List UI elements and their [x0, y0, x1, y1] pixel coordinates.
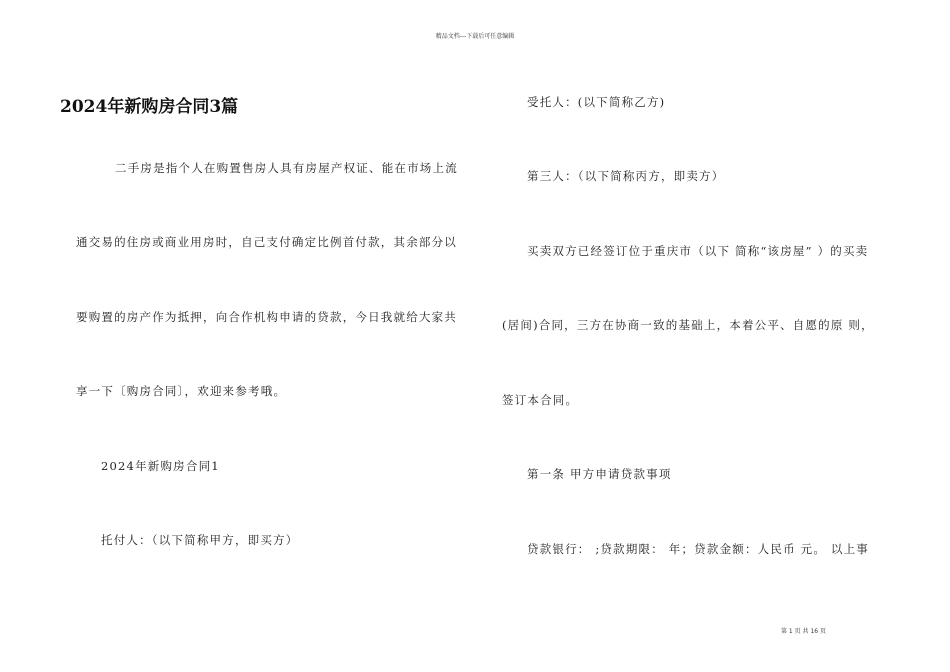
paragraph-line: 托付人：（以下简称甲方，即买方）	[101, 533, 299, 547]
article-heading: 第一条 甲方申请贷款事项	[527, 467, 672, 481]
paragraph-line: 第三人：（以下简称丙方，即卖方）	[527, 169, 725, 183]
paragraph-line: 买卖双方已经签订位于重庆市（以下 简称“该房屋” ）的买卖	[527, 244, 869, 258]
paragraph-line: 签订本合同。	[502, 393, 579, 407]
page-number: 第 1 页 共 16 页	[781, 628, 826, 635]
document-title: 2024年新购房合同3篇	[60, 97, 239, 117]
paragraph-line: (居间)合同，三方在协商一致的基础上，本着公平、自愿的原 则，	[502, 318, 874, 332]
paragraph-line: 受托人：(以下简称乙方)	[527, 95, 666, 109]
paragraph-line: 享一下〔购房合同〕，欢迎来参考哦。	[76, 384, 287, 398]
paragraph-line: 通交易的住房或商业用房时，自己支付确定比例首付款，其余部分以	[76, 235, 457, 249]
page-header: 精品文档---下载后可任意编辑	[435, 33, 515, 40]
paragraph-line: 二手房是指个人在购置售房人具有房屋产权证、能在市场上流	[115, 161, 458, 175]
paragraph-line: 要购置的房产作为抵押，向合作机构申请的贷款，今日我就给大家共	[76, 310, 457, 324]
paragraph-line: 贷款银行： ;贷款期限： 年；贷款金额：人民币 元。 以上事	[527, 542, 869, 556]
section-heading: 2024年新购房合同1	[101, 459, 220, 473]
